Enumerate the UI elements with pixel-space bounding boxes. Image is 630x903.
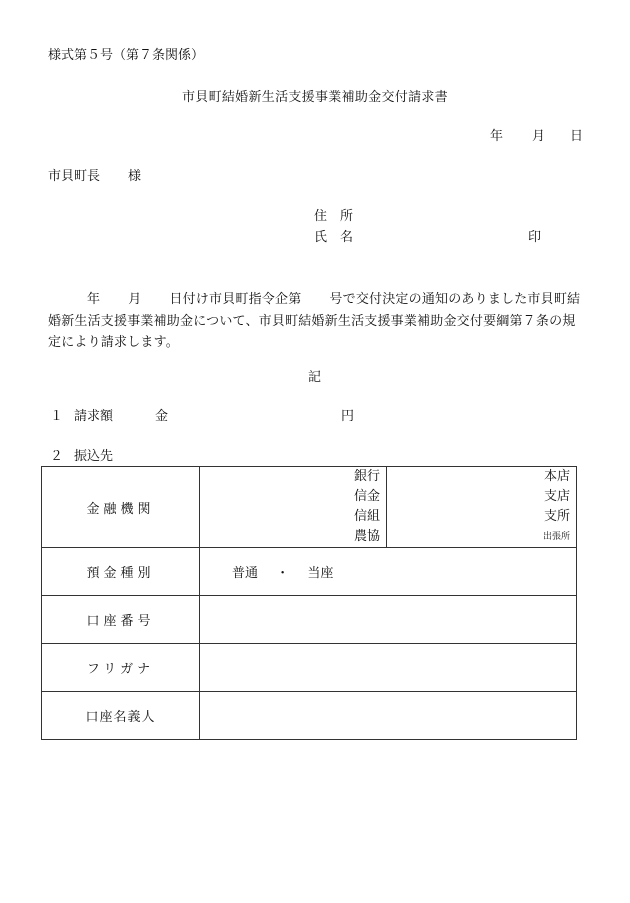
bank-type-column <box>200 467 387 547</box>
account-holder-label: 口座名義人 <box>42 692 200 740</box>
form-number: 様式第５号（第７条関係） <box>48 48 205 63</box>
address-label: 住 所 <box>314 209 354 224</box>
branch-type: 支店 <box>543 489 570 504</box>
body-middle: 日付け市貝町指令企第 <box>169 292 302 307</box>
transfer-destination-table <box>41 466 577 740</box>
bank-cell[interactable] <box>200 467 577 548</box>
seal-mark: 印 <box>528 230 542 245</box>
ki-heading: 記 <box>308 370 322 385</box>
account-number-label: 口座番号 <box>42 596 200 644</box>
date-year: 年 <box>490 129 504 144</box>
item2-label: 振込先 <box>74 449 114 464</box>
item1-number: １ <box>50 409 64 424</box>
bank-label: 金融機関 <box>42 467 200 548</box>
item1-label: 請求額 <box>74 409 114 424</box>
body-month: 月 <box>128 292 142 307</box>
table-row <box>42 596 577 644</box>
bank-type: 信金 <box>353 489 380 504</box>
bank-type: 銀行 <box>353 469 380 484</box>
option-separator: ・ <box>276 566 290 581</box>
table-row <box>42 692 577 740</box>
table-row <box>42 548 577 596</box>
item2-number: ２ <box>50 449 64 464</box>
bank-type: 農協 <box>353 529 380 544</box>
table-row <box>42 644 577 692</box>
account-type-label: 預金種別 <box>42 548 200 596</box>
current-option[interactable]: 当座 <box>307 566 334 581</box>
branch-type: 本店 <box>543 469 570 484</box>
branch-type: 支所 <box>543 509 570 524</box>
date-day: 日 <box>570 129 584 144</box>
branch-type: 出張所 <box>542 532 570 542</box>
account-type-cell[interactable] <box>200 548 577 596</box>
account-number-field[interactable] <box>200 596 577 644</box>
furigana-field[interactable] <box>200 644 577 692</box>
body-rest: 号で交付決定の通知のありました市貝町結婚新生活支援事業補助金について、市貝町結婚新生活支援事業補助金交付要綱第７条の規定により請求します。 <box>48 292 581 350</box>
furigana-label: フリガナ <box>42 644 200 692</box>
item1-prefix: 金 <box>155 409 169 424</box>
item1-unit: 円 <box>341 409 355 424</box>
table-row <box>42 467 577 548</box>
request-body-text <box>48 289 588 354</box>
addressee-honorific: 様 <box>128 169 142 184</box>
ordinary-option[interactable]: 普通 <box>232 566 259 581</box>
body-year: 年 <box>87 292 101 307</box>
date-month: 月 <box>532 129 546 144</box>
addressee-name: 市貝町長 <box>48 169 101 184</box>
account-holder-field[interactable] <box>200 692 577 740</box>
bank-type: 信組 <box>353 509 380 524</box>
name-label: 氏 名 <box>314 230 354 245</box>
branch-type-column <box>387 467 576 547</box>
document-title: 市貝町結婚新生活支援事業補助金交付請求書 <box>181 90 448 105</box>
